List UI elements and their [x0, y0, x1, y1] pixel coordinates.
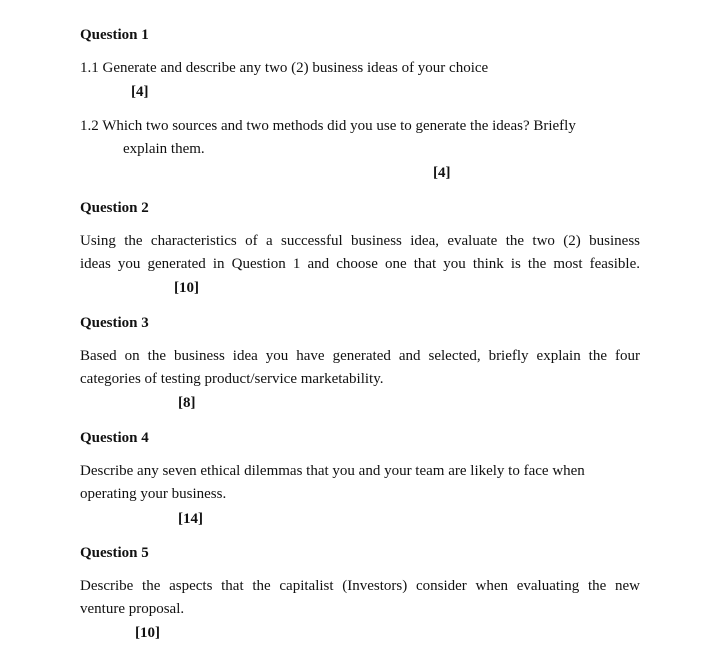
question-4-heading: Question 4: [80, 430, 149, 446]
question-2-text-line1: Using the characteristics of a successful business idea, evaluate the two (2) business: [80, 233, 640, 249]
question-1-2-text-line2: explain them.: [123, 141, 205, 157]
question-2-text-line2: ideas you generated in Question 1 and choose one that you think is the most feasible.: [80, 256, 640, 272]
question-5-heading: Question 5: [80, 545, 149, 561]
question-1-2-marks: [4]: [433, 165, 451, 181]
question-4-marks: [14]: [178, 511, 203, 527]
question-1-2-text-line1: 1.2 Which two sources and two methods did you use to generate the ideas? Briefly: [80, 118, 576, 134]
question-1-heading: Question 1: [80, 27, 149, 43]
question-2-heading: Question 2: [80, 200, 149, 216]
question-1-1-text: 1.1 Generate and describe any two (2) business ideas of your choice: [80, 60, 489, 76]
question-3-text-line2: categories of testing product/service marketability.: [80, 371, 384, 387]
question-2-marks: [10]: [174, 280, 199, 296]
question-3-marks: [8]: [178, 395, 196, 411]
question-5-text-line2: venture proposal.: [80, 601, 185, 617]
question-5-marks: [10]: [135, 625, 160, 641]
question-1-1-marks: [4]: [131, 84, 149, 100]
question-4-text-line1: Describe any seven ethical dilemmas that you and your team are likely to face when: [80, 463, 585, 479]
question-3-text-line1: Based on the business idea you have generated and selected, briefly explain the four: [80, 348, 640, 364]
question-4-text-line2: operating your business.: [80, 486, 227, 502]
question-3-heading: Question 3: [80, 315, 149, 331]
question-5-text-line1: Describe the aspects that the capitalist (Investors) consider when evaluating the new: [80, 578, 640, 594]
